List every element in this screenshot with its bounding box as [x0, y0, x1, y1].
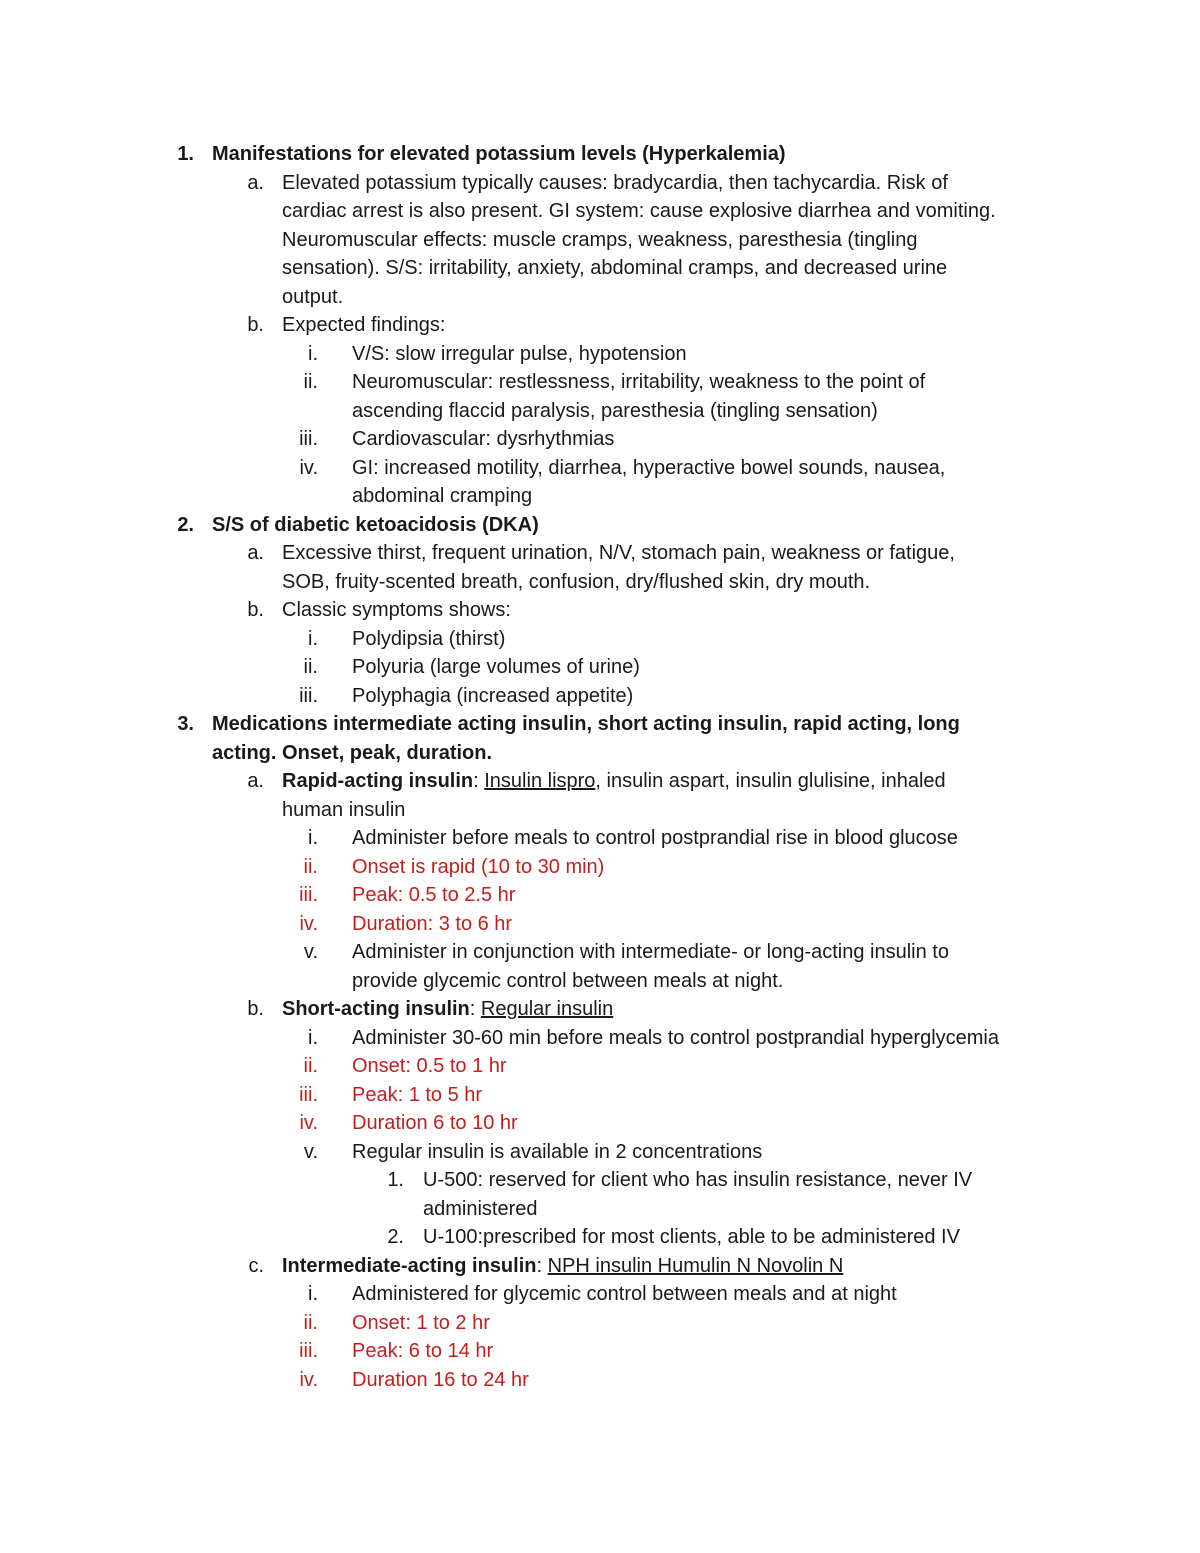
- list-marker: ii.: [303, 656, 318, 678]
- outline-item-level-1: [0, 511, 1200, 540]
- list-item-text: [282, 283, 343, 312]
- list-item-text: [423, 1166, 972, 1195]
- bold-term: Manifestations for elevated potassium levels (Hyperkalemia): [212, 143, 786, 165]
- text-run: output.: [282, 285, 344, 308]
- list-item-text: [352, 1280, 897, 1309]
- list-item-text: [423, 1195, 538, 1224]
- text-run: Peak: 1 to 5 hr: [352, 1083, 483, 1106]
- outline-item-level-3: [0, 881, 1200, 910]
- list-item-text: [212, 140, 786, 169]
- text-run: provide glycemic control between meals at night.: [352, 969, 784, 992]
- list-item-text: [282, 254, 947, 283]
- text-run: sensation). S/S: irritability, anxiety, abdominal cramps, and decreased urine: [282, 257, 948, 279]
- list-marker: ii.: [303, 855, 318, 878]
- document-page: [0, 140, 1200, 1394]
- list-item-text: [352, 967, 783, 996]
- list-marker: b.: [247, 314, 264, 336]
- list-item-text: [352, 1309, 490, 1338]
- list-marker: b.: [247, 998, 264, 1020]
- outline-item-level-1: [0, 710, 1200, 739]
- text-run: Polyuria (large volumes of urine): [352, 656, 640, 678]
- text-run: Polyphagia (increased appetite): [352, 684, 634, 707]
- list-item-text: [212, 511, 539, 540]
- list-item-text: [212, 710, 960, 739]
- text-run: Polydipsia (thirst): [352, 627, 506, 650]
- list-item-text: [282, 568, 870, 597]
- text-run: Duration 6 to 10 hr: [352, 1112, 518, 1134]
- text-run: Expected findings:: [282, 314, 446, 336]
- list-marker: i.: [308, 342, 318, 365]
- list-item-text: [282, 226, 917, 255]
- list-item-text: [352, 653, 640, 682]
- list-marker: ii.: [303, 371, 318, 393]
- list-item-text: [352, 682, 633, 711]
- outline-item-level-3: [0, 938, 1200, 967]
- list-marker: 1.: [177, 143, 194, 165]
- outline-item-level-2: [0, 568, 1200, 597]
- list-marker: iv.: [299, 1112, 318, 1134]
- outline-item-level-3: [0, 1280, 1200, 1309]
- text-run: U-100:prescribed for most clients, able to be administered IV: [423, 1226, 960, 1248]
- text-run: , insulin aspart, insulin glulisine, inhaled: [595, 770, 946, 792]
- text-run: Duration 16 to 24 hr: [352, 1368, 529, 1391]
- text-run: Administer before meals to control postprandial rise in blood glucose: [352, 827, 958, 849]
- outline-item-level-2: [0, 539, 1200, 568]
- outline-item-level-3: [0, 1081, 1200, 1110]
- list-item-text: [282, 539, 955, 568]
- list-marker: a.: [247, 542, 264, 564]
- text-run: Peak: 6 to 14 hr: [352, 1340, 494, 1362]
- outline-item-level-2: [0, 1252, 1200, 1281]
- outline-item-level-2: [0, 254, 1200, 283]
- outline-item-level-2: [0, 197, 1200, 226]
- list-item-text: [352, 625, 505, 654]
- list-marker: 2.: [387, 1226, 404, 1248]
- list-marker: v.: [303, 1140, 318, 1163]
- text-run: Onset: 0.5 to 1 hr: [352, 1055, 507, 1077]
- text-run: Regular insulin is available in 2 concentrations: [352, 1140, 763, 1163]
- list-item-text: [282, 596, 511, 625]
- list-item-text: [352, 1109, 518, 1138]
- text-run: Administer in conjunction with intermediate- or long-acting insulin to: [352, 941, 949, 963]
- list-marker: iv.: [299, 456, 318, 479]
- bold-term: Short-acting insulin: [282, 998, 470, 1020]
- outline-item-level-3: [0, 824, 1200, 853]
- list-item-text: [352, 1081, 482, 1110]
- list-marker: ii.: [303, 1055, 318, 1077]
- list-item-text: [212, 739, 492, 768]
- list-marker: ii.: [303, 1311, 318, 1334]
- text-run: ascending flaccid paralysis, paresthesia (tingling sensation): [352, 399, 878, 422]
- list-item-text: [352, 938, 949, 967]
- outline-item-level-4: [0, 1195, 1200, 1224]
- list-marker: 2.: [177, 513, 194, 536]
- outline-item-level-3: [0, 625, 1200, 654]
- text-run: :: [469, 998, 481, 1020]
- outline-item-level-3: [0, 425, 1200, 454]
- list-item-text: [352, 1138, 762, 1167]
- list-marker: iii.: [299, 884, 318, 906]
- list-item-text: [352, 454, 945, 483]
- list-marker: iii.: [299, 428, 318, 450]
- text-run: Administered for glycemic control between meals and at night: [352, 1283, 897, 1305]
- text-run: Excessive thirst, frequent urination, N/V, stomach pain, weakness or fatigue,: [282, 542, 955, 564]
- underlined-drug-name: Regular insulin: [480, 998, 614, 1020]
- list-marker: v.: [303, 941, 318, 963]
- list-marker: i.: [308, 827, 318, 849]
- list-marker: c.: [248, 1254, 264, 1277]
- outline-item-level-2: [0, 169, 1200, 198]
- list-item-text: [352, 368, 925, 397]
- list-item-text: [352, 1052, 507, 1081]
- outline-item-level-2: [0, 311, 1200, 340]
- list-marker: iv.: [299, 1368, 318, 1391]
- bold-term: Medications intermediate acting insulin, short acting insulin, rapid acting, long: [212, 713, 960, 735]
- text-run: Neuromuscular effects: muscle cramps, weakness, paresthesia (tingling: [282, 228, 918, 251]
- text-run: Classic symptoms shows:: [282, 599, 511, 621]
- list-item-text: [352, 910, 512, 939]
- list-marker: i.: [308, 627, 318, 650]
- list-marker: 1.: [387, 1169, 404, 1191]
- outline-item-level-2: [0, 995, 1200, 1024]
- outline-item-level-3: [0, 482, 1200, 511]
- bold-term: S/S of diabetic ketoacidosis (DKA): [212, 513, 539, 536]
- outline-item-level-3: [0, 682, 1200, 711]
- list-marker: a.: [247, 171, 264, 194]
- list-marker: b.: [247, 599, 264, 621]
- text-run: administered: [423, 1197, 538, 1220]
- list-item-text: [282, 995, 613, 1024]
- list-item-text: [352, 853, 604, 882]
- outline-item-level-3: [0, 454, 1200, 483]
- list-item-text: [282, 767, 946, 796]
- text-run: Onset is rapid (10 to 30 min): [352, 855, 605, 878]
- outline-item-level-3: [0, 1138, 1200, 1167]
- outline-item-level-2: [0, 596, 1200, 625]
- text-run: GI: increased motility, diarrhea, hyperactive bowel sounds, nausea,: [352, 456, 946, 479]
- text-run: abdominal cramping: [352, 485, 533, 507]
- list-item-text: [282, 169, 948, 198]
- outline-item-level-3: [0, 1052, 1200, 1081]
- list-marker: i.: [308, 1283, 318, 1305]
- list-item-text: [423, 1223, 960, 1252]
- list-marker: iii.: [299, 1083, 318, 1106]
- text-run: V/S: slow irregular pulse, hypotension: [352, 342, 687, 365]
- outline-item-level-3: [0, 1337, 1200, 1366]
- outline-item-level-2: [0, 283, 1200, 312]
- list-item-text: [282, 796, 405, 825]
- bold-term: acting. Onset, peak, duration.: [212, 741, 493, 764]
- list-item-text: [352, 397, 878, 426]
- list-item-text: [282, 1252, 843, 1281]
- text-run: SOB, fruity-scented breath, confusion, dry/flushed skin, dry mouth.: [282, 570, 871, 593]
- text-run: Cardiovascular: dysrhythmias: [352, 428, 615, 450]
- outline-item-level-3: [0, 1366, 1200, 1395]
- list-item-text: [282, 311, 445, 340]
- outline-item-level-3: [0, 653, 1200, 682]
- outline-item-level-2: [0, 767, 1200, 796]
- list-item-text: [352, 482, 532, 511]
- text-run: :: [536, 1254, 548, 1277]
- text-run: human insulin: [282, 798, 406, 821]
- list-item-text: [352, 340, 687, 369]
- text-run: Administer 30-60 min before meals to control postprandial hyperglycemia: [352, 1026, 999, 1049]
- list-item-text: [352, 1024, 999, 1053]
- list-marker: a.: [247, 770, 264, 792]
- outline-item-level-1: [0, 140, 1200, 169]
- outline-item-level-1: [0, 739, 1200, 768]
- text-run: Onset: 1 to 2 hr: [352, 1311, 490, 1334]
- outline-item-level-3: [0, 967, 1200, 996]
- list-item-text: [352, 881, 515, 910]
- text-run: :: [473, 770, 485, 792]
- text-run: cardiac arrest is also present. GI system: cause explosive diarrhea and vomiting.: [282, 200, 996, 222]
- outline-item-level-3: [0, 910, 1200, 939]
- list-item-text: [352, 824, 958, 853]
- text-run: Neuromuscular: restlessness, irritability, weakness to the point of: [352, 371, 926, 393]
- outline-item-level-3: [0, 1024, 1200, 1053]
- text-run: Duration: 3 to 6 hr: [352, 912, 513, 935]
- outline-item-level-3: [0, 368, 1200, 397]
- outline-item-level-4: [0, 1223, 1200, 1252]
- bold-term: Rapid-acting insulin: [282, 770, 474, 792]
- list-marker: iii.: [299, 684, 318, 707]
- list-marker: i.: [308, 1026, 318, 1049]
- text-run: Peak: 0.5 to 2.5 hr: [352, 884, 516, 906]
- outline-item-level-3: [0, 853, 1200, 882]
- bold-term: Intermediate-acting insulin: [282, 1254, 537, 1277]
- outline-item-level-3: [0, 340, 1200, 369]
- list-marker: 3.: [177, 713, 194, 735]
- outline-item-level-2: [0, 226, 1200, 255]
- list-marker: iii.: [299, 1340, 318, 1362]
- list-item-text: [352, 1366, 529, 1395]
- text-run: Elevated potassium typically causes: bradycardia, then tachycardia. Risk of: [282, 171, 948, 194]
- list-item-text: [352, 1337, 493, 1366]
- outline-item-level-2: [0, 796, 1200, 825]
- list-item-text: [352, 425, 614, 454]
- text-run: U-500: reserved for client who has insulin resistance, never IV: [423, 1169, 973, 1191]
- outline-item-level-3: [0, 1109, 1200, 1138]
- outline-item-level-3: [0, 397, 1200, 426]
- outline-item-level-4: [0, 1166, 1200, 1195]
- underlined-drug-name: NPH insulin Humulin N Novolin N: [547, 1254, 844, 1277]
- list-item-text: [282, 197, 996, 226]
- underlined-drug-name: Insulin lispro: [484, 770, 596, 792]
- list-marker: iv.: [299, 912, 318, 935]
- outline-item-level-3: [0, 1309, 1200, 1338]
